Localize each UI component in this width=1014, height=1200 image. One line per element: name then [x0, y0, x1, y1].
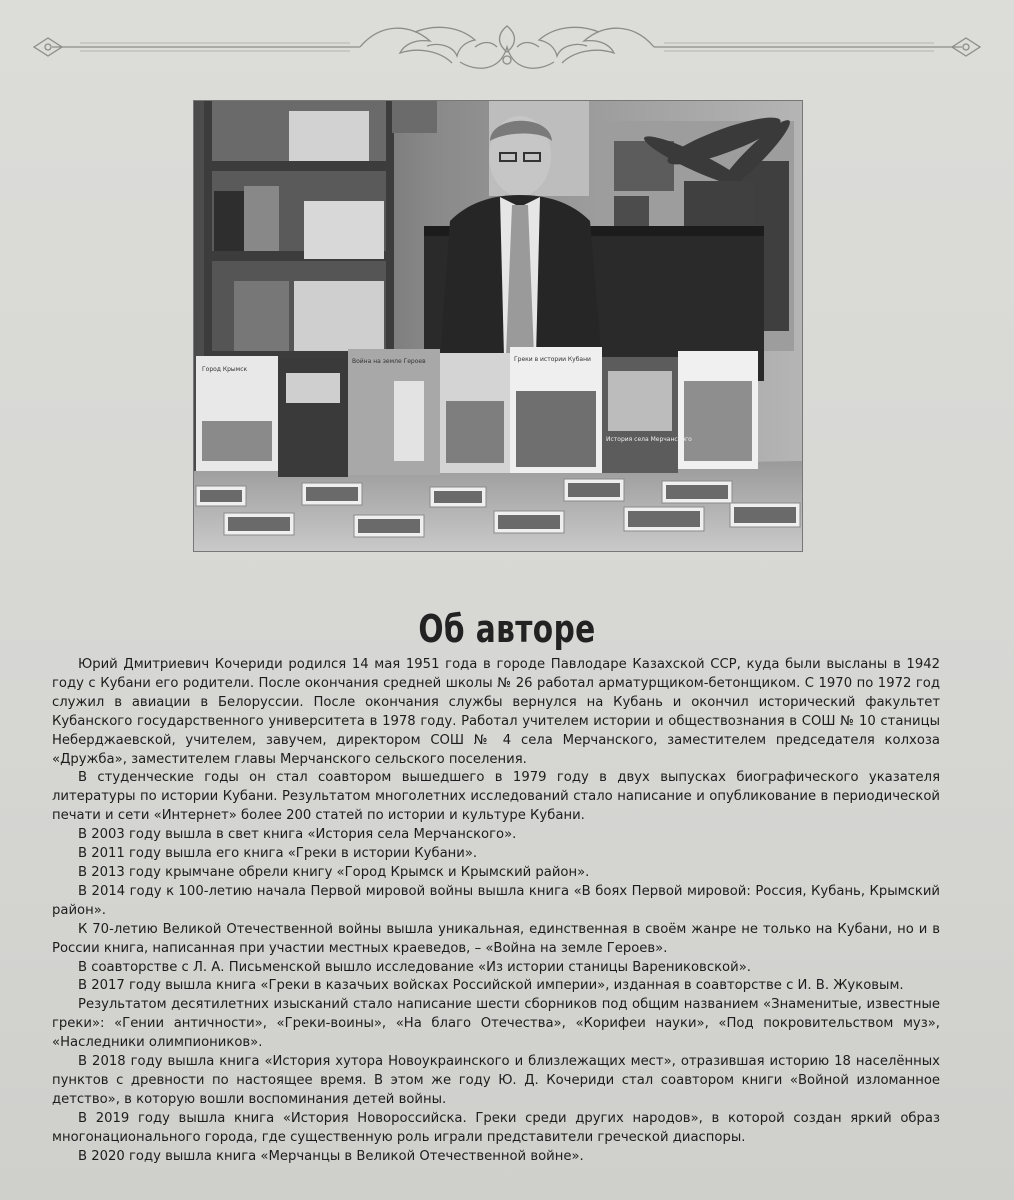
paragraph: В 2014 году к 100-летию начала Первой мировой войны вышла книга «В боях Первой мировой: Россия, Кубань, Крымский район». [52, 883, 940, 918]
paragraph: В 2003 году вышла в свет книга «История села Мерчанского». [78, 827, 517, 843]
photo-book-caption: История села Мерчанского [606, 436, 692, 443]
paragraph: В 2013 году крымчане обрели книгу «Город Крымск и Крымский район». [78, 864, 590, 880]
photo-book-caption: Война на земле Героев [352, 358, 426, 365]
paragraph: К 70-летию Великой Отечественной войны вышла уникальная, единственная в своём жанре не только на Кубани, но и в России книга, написанная при участии местных краеведов, – «Война на земле Героев». [52, 921, 940, 956]
header-ornament-icon [20, 22, 994, 72]
paragraph: В 2018 году вышла книга «История хутора Новоукраинского и близлежащих мест», отразившая историю 18 населённых пунктов с древности по настоящее время. В этом же году Ю. Д. Кочериди стал соавтором книги «Войной изломанное детство», в которую вошли воспоминания детей войны. [52, 1054, 940, 1107]
paragraph: Юрий Дмитриевич Кочериди родился 14 мая 1951 года в городе Павлодаре Казахской ССР, куда были высланы в 1942 году с Кубани его родители. После окончания средней школы № 26 работал арматурщиком-бетонщиком. С 1970 по 1972 год служил в авиации в Белоруссии. После окончания службы вернулся на Кубань и окончил исторический факультет Кубанского государственного университета в 1978 году. Работал учителем истории и обществознания в СОШ № 10 станицы Неберджаевской, учителем, завучем, директором СОШ № 4 села Мерчанского, заместителем председателя колхоза «Дружба», заместителем главы Мерчанского сельского поселения. [52, 657, 940, 767]
paragraph: В 2017 году вышла книга «Греки в казачьих войсках Российской империи», изданная в соавторстве с И. В. Жуковым. [78, 978, 904, 994]
photo-book-caption: Город Крымск [202, 366, 248, 373]
photo-book-caption: Греки в истории Кубани [514, 356, 591, 363]
article-body [52, 656, 940, 1166]
paragraph: В 2011 году вышла его книга «Греки в истории Кубани». [78, 846, 478, 862]
author-photo [194, 101, 802, 551]
paragraph: В 2020 году вышла книга «Мерчанцы в Великой Отечественной войне». [78, 1148, 584, 1164]
paragraph: В студенческие годы он стал соавтором вышедшего в 1979 году в двух выпусках биографического указателя литературы по истории Кубани. Результатом многолетних исследований стало написание и опубликование в периодической печати и сети «Интернет» более 200 статей по истории и культуре Кубани. [52, 770, 940, 824]
paragraph: Результатом десятилетних изысканий стало написание шести сборников под общим названием «Знаменитые, известные греки»: «Гении античности», «Греки-воины», «На благо Отечества», «Корифеи науки», «Под покровительством муз», «Наследники олимпиоников». [52, 997, 940, 1051]
paragraph: В 2019 году вышла книга «История Новороссийска. Греки среди других народов», в которой создан яркий образ многонационального города, где существенную роль играли представители греческой диаспоры. [52, 1110, 940, 1145]
paragraph: В соавторстве с Л. А. Письменской вышло исследование «Из истории станицы Варениковской». [78, 959, 751, 975]
page-title: Об авторе [418, 607, 596, 652]
